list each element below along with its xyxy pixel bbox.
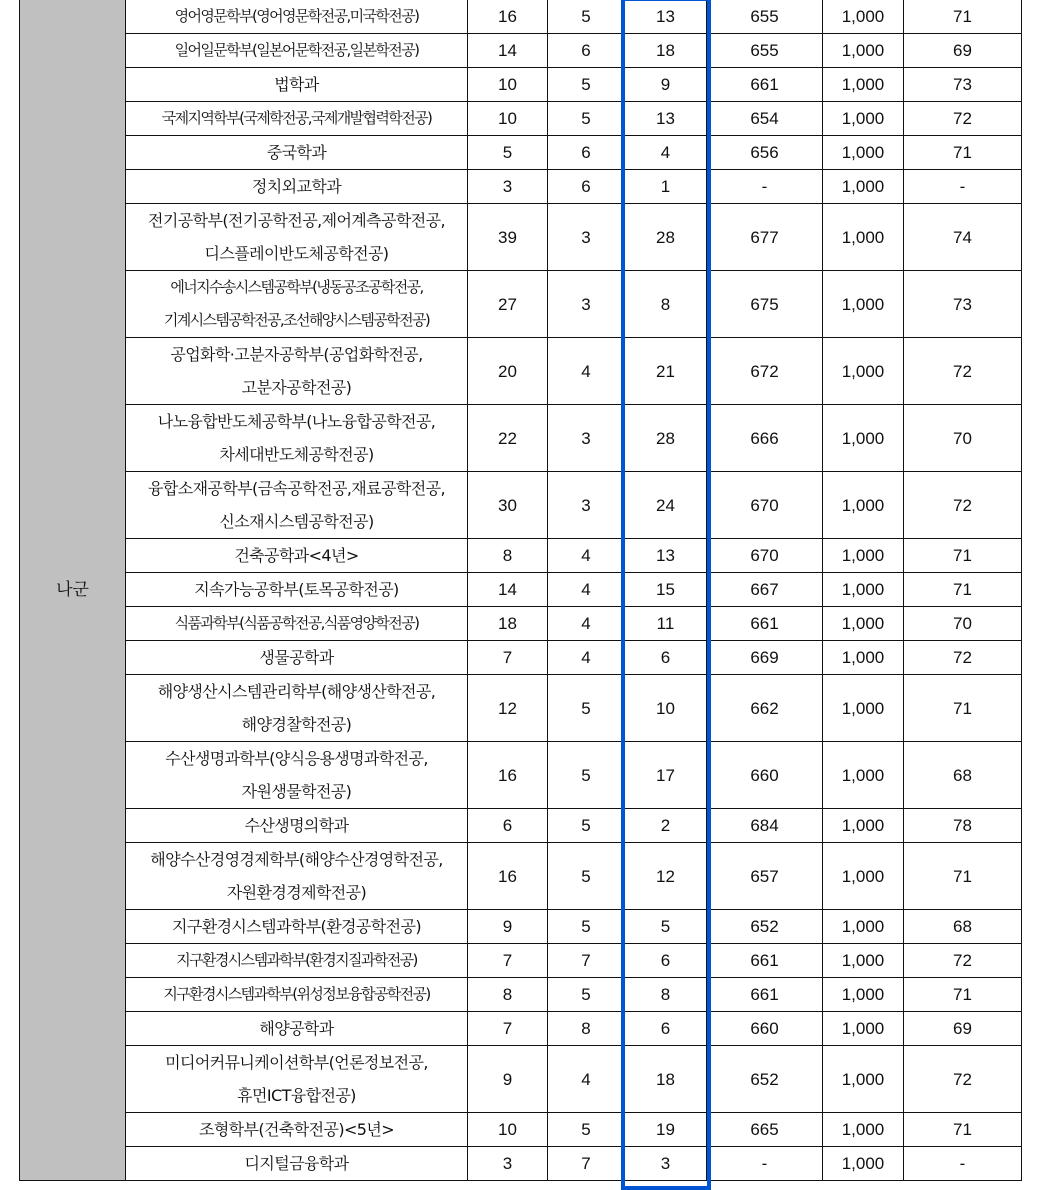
competition-cell: 7 <box>548 1147 625 1181</box>
table-row <box>20 338 1022 405</box>
department-name-cell: 정치외교학과 <box>126 170 468 204</box>
department-name-cell: 법학과 <box>126 68 468 102</box>
department-name-cell: 지구환경시스템과학부(환경지질과학전공) <box>126 944 468 978</box>
quota-cell: 5 <box>468 136 548 170</box>
average-score-cell: 669 <box>707 641 823 675</box>
department-name-cell: 건축공학과<4년> <box>126 539 468 573</box>
max-score-cell: 1,000 <box>823 1012 904 1046</box>
table-row <box>20 34 1022 68</box>
department-name-cell: 미디어커뮤니케이션학부(언론정보전공,휴먼ICT융합전공) <box>126 1046 468 1113</box>
highlighted-value-cell: 13 <box>625 102 707 136</box>
highlighted-value-cell: 12 <box>625 843 707 910</box>
department-name-cell: 조형학부(건축학전공)<5년> <box>126 1113 468 1147</box>
average-score-cell: 684 <box>707 809 823 843</box>
competition-cell: 3 <box>548 472 625 539</box>
percentile-cell: 71 <box>904 978 1022 1012</box>
average-score-cell: 672 <box>707 338 823 405</box>
highlighted-value-cell: 15 <box>625 573 707 607</box>
max-score-cell: 1,000 <box>823 607 904 641</box>
table-body <box>20 0 1022 1181</box>
quota-cell: 9 <box>468 910 548 944</box>
department-name-cell: 공업화학·고분자공학부(공업화학전공,고분자공학전공) <box>126 338 468 405</box>
table-row <box>20 607 1022 641</box>
max-score-cell: 1,000 <box>823 34 904 68</box>
quota-cell: 3 <box>468 170 548 204</box>
quota-cell: 16 <box>468 742 548 809</box>
average-score-cell: 675 <box>707 271 823 338</box>
highlighted-value-cell: 10 <box>625 675 707 742</box>
average-score-cell: 661 <box>707 978 823 1012</box>
competition-cell: 6 <box>548 34 625 68</box>
quota-cell: 8 <box>468 978 548 1012</box>
quota-cell: 7 <box>468 641 548 675</box>
highlighted-value-cell: 13 <box>625 0 707 34</box>
highlighted-value-cell: 3 <box>625 1147 707 1181</box>
department-name-cell: 해양공학과 <box>126 1012 468 1046</box>
highlighted-value-cell: 24 <box>625 472 707 539</box>
table-row <box>20 978 1022 1012</box>
highlighted-value-cell: 13 <box>625 539 707 573</box>
department-name-cell: 에너지수송시스템공학부(냉동공조공학전공,기계시스템공학전공,조선해양시스템공학전공) <box>126 271 468 338</box>
competition-cell: 4 <box>548 1046 625 1113</box>
quota-cell: 7 <box>468 944 548 978</box>
quota-cell: 18 <box>468 607 548 641</box>
percentile-cell: 71 <box>904 675 1022 742</box>
quota-cell: 7 <box>468 1012 548 1046</box>
table-row <box>20 910 1022 944</box>
average-score-cell: 661 <box>707 944 823 978</box>
percentile-cell: 68 <box>904 910 1022 944</box>
table-row <box>20 1046 1022 1113</box>
highlighted-value-cell: 6 <box>625 944 707 978</box>
max-score-cell: 1,000 <box>823 170 904 204</box>
competition-cell: 5 <box>548 675 625 742</box>
average-score-cell: 660 <box>707 1012 823 1046</box>
department-name-cell: 중국학과 <box>126 136 468 170</box>
table-row <box>20 170 1022 204</box>
competition-cell: 3 <box>548 405 625 472</box>
average-score-cell: 652 <box>707 1046 823 1113</box>
table-row <box>20 1147 1022 1181</box>
percentile-cell: 72 <box>904 338 1022 405</box>
table-row <box>20 539 1022 573</box>
average-score-cell: 662 <box>707 675 823 742</box>
quota-cell: 10 <box>468 102 548 136</box>
department-name-cell: 해양생산시스템관리학부(해양생산학전공,해양경찰학전공) <box>126 675 468 742</box>
average-score-cell: 657 <box>707 843 823 910</box>
percentile-cell: 71 <box>904 573 1022 607</box>
average-score-cell: 670 <box>707 539 823 573</box>
highlighted-value-cell: 9 <box>625 68 707 102</box>
max-score-cell: 1,000 <box>823 910 904 944</box>
table-row <box>20 675 1022 742</box>
max-score-cell: 1,000 <box>823 472 904 539</box>
department-name-cell: 전기공학부(전기공학전공,제어계측공학전공,디스플레이반도체공학전공) <box>126 204 468 271</box>
table-row <box>20 1113 1022 1147</box>
competition-cell: 5 <box>548 809 625 843</box>
average-score-cell: 661 <box>707 607 823 641</box>
quota-cell: 9 <box>468 1046 548 1113</box>
max-score-cell: 1,000 <box>823 271 904 338</box>
competition-cell: 7 <box>548 944 625 978</box>
max-score-cell: 1,000 <box>823 1113 904 1147</box>
department-name-cell: 해양수산경영경제학부(해양수산경영학전공,자원환경경제학전공) <box>126 843 468 910</box>
table-row <box>20 472 1022 539</box>
quota-cell: 27 <box>468 271 548 338</box>
highlighted-value-cell: 2 <box>625 809 707 843</box>
table-row <box>20 405 1022 472</box>
average-score-cell: 667 <box>707 573 823 607</box>
table-row <box>20 102 1022 136</box>
department-name-cell: 나노융합반도체공학부(나노융합공학전공,차세대반도체공학전공) <box>126 405 468 472</box>
table-row <box>20 944 1022 978</box>
competition-cell: 6 <box>548 136 625 170</box>
max-score-cell: 1,000 <box>823 843 904 910</box>
highlighted-value-cell: 28 <box>625 405 707 472</box>
max-score-cell: 1,000 <box>823 944 904 978</box>
percentile-cell: 72 <box>904 472 1022 539</box>
quota-cell: 20 <box>468 338 548 405</box>
highlighted-value-cell: 6 <box>625 641 707 675</box>
percentile-cell: 70 <box>904 405 1022 472</box>
department-name-cell: 국제지역학부(국제학전공,국제개발협력학전공) <box>126 102 468 136</box>
percentile-cell: 71 <box>904 136 1022 170</box>
highlighted-value-cell: 17 <box>625 742 707 809</box>
average-score-cell: 656 <box>707 136 823 170</box>
competition-cell: 8 <box>548 1012 625 1046</box>
max-score-cell: 1,000 <box>823 204 904 271</box>
department-name-cell: 식품과학부(식품공학전공,식품영양학전공) <box>126 607 468 641</box>
highlighted-value-cell: 5 <box>625 910 707 944</box>
competition-cell: 5 <box>548 1113 625 1147</box>
competition-cell: 4 <box>548 573 625 607</box>
competition-cell: 4 <box>548 338 625 405</box>
admissions-results-table <box>19 0 1022 1181</box>
department-name-cell: 일어일문학부(일본어문학전공,일본학전공) <box>126 34 468 68</box>
quota-cell: 39 <box>468 204 548 271</box>
quota-cell: 14 <box>468 573 548 607</box>
max-score-cell: 1,000 <box>823 742 904 809</box>
percentile-cell: 73 <box>904 271 1022 338</box>
percentile-cell: 68 <box>904 742 1022 809</box>
percentile-cell: 71 <box>904 1113 1022 1147</box>
table-row <box>20 1012 1022 1046</box>
department-name-cell: 지속가능공학부(토목공학전공) <box>126 573 468 607</box>
highlighted-value-cell: 8 <box>625 978 707 1012</box>
average-score-cell: 652 <box>707 910 823 944</box>
highlighted-value-cell: 1 <box>625 170 707 204</box>
highlighted-value-cell: 4 <box>625 136 707 170</box>
percentile-cell: 72 <box>904 1046 1022 1113</box>
department-name-cell: 지구환경시스템과학부(환경공학전공) <box>126 910 468 944</box>
quota-cell: 6 <box>468 809 548 843</box>
quota-cell: 10 <box>468 68 548 102</box>
average-score-cell: 670 <box>707 472 823 539</box>
highlighted-value-cell: 19 <box>625 1113 707 1147</box>
highlighted-value-cell: 6 <box>625 1012 707 1046</box>
quota-cell: 30 <box>468 472 548 539</box>
table-container <box>19 0 1022 1181</box>
average-score-cell: 655 <box>707 34 823 68</box>
max-score-cell: 1,000 <box>823 573 904 607</box>
competition-cell: 5 <box>548 843 625 910</box>
table-row <box>20 641 1022 675</box>
department-name-cell: 지구환경시스템과학부(위성정보융합공학전공) <box>126 978 468 1012</box>
max-score-cell: 1,000 <box>823 68 904 102</box>
percentile-cell: 69 <box>904 34 1022 68</box>
percentile-cell: 72 <box>904 641 1022 675</box>
department-name-cell: 디지털금융학과 <box>126 1147 468 1181</box>
competition-cell: 5 <box>548 742 625 809</box>
average-score-cell: - <box>707 1147 823 1181</box>
percentile-cell: 72 <box>904 944 1022 978</box>
highlighted-value-cell: 18 <box>625 1046 707 1113</box>
average-score-cell: 655 <box>707 0 823 34</box>
max-score-cell: 1,000 <box>823 0 904 34</box>
quota-cell: 3 <box>468 1147 548 1181</box>
table-row <box>20 136 1022 170</box>
table-row <box>20 809 1022 843</box>
department-name-cell: 융합소재공학부(금속공학전공,재료공학전공,신소재시스템공학전공) <box>126 472 468 539</box>
percentile-cell: 71 <box>904 539 1022 573</box>
max-score-cell: 1,000 <box>823 1147 904 1181</box>
department-name-cell: 영어영문학부(영어영문학전공,미국학전공) <box>126 0 468 34</box>
average-score-cell: - <box>707 170 823 204</box>
competition-cell: 3 <box>548 204 625 271</box>
max-score-cell: 1,000 <box>823 136 904 170</box>
table-row <box>20 204 1022 271</box>
competition-cell: 4 <box>548 641 625 675</box>
max-score-cell: 1,000 <box>823 809 904 843</box>
max-score-cell: 1,000 <box>823 405 904 472</box>
average-score-cell: 665 <box>707 1113 823 1147</box>
max-score-cell: 1,000 <box>823 675 904 742</box>
percentile-cell: - <box>904 1147 1022 1181</box>
max-score-cell: 1,000 <box>823 1046 904 1113</box>
highlighted-value-cell: 11 <box>625 607 707 641</box>
average-score-cell: 654 <box>707 102 823 136</box>
percentile-cell: 71 <box>904 0 1022 34</box>
competition-cell: 4 <box>548 539 625 573</box>
competition-cell: 5 <box>548 68 625 102</box>
percentile-cell: 74 <box>904 204 1022 271</box>
percentile-cell: 69 <box>904 1012 1022 1046</box>
quota-cell: 16 <box>468 0 548 34</box>
competition-cell: 5 <box>548 978 625 1012</box>
percentile-cell: 70 <box>904 607 1022 641</box>
percentile-cell: 78 <box>904 809 1022 843</box>
table-row <box>20 68 1022 102</box>
quota-cell: 10 <box>468 1113 548 1147</box>
quota-cell: 12 <box>468 675 548 742</box>
max-score-cell: 1,000 <box>823 338 904 405</box>
highlighted-value-cell: 21 <box>625 338 707 405</box>
highlighted-value-cell: 28 <box>625 204 707 271</box>
competition-cell: 4 <box>548 607 625 641</box>
department-name-cell: 수산생명과학부(양식응용생명과학전공,자원생물학전공) <box>126 742 468 809</box>
percentile-cell: 73 <box>904 68 1022 102</box>
max-score-cell: 1,000 <box>823 539 904 573</box>
table-row <box>20 573 1022 607</box>
average-score-cell: 666 <box>707 405 823 472</box>
table-row <box>20 271 1022 338</box>
average-score-cell: 660 <box>707 742 823 809</box>
average-score-cell: 661 <box>707 68 823 102</box>
department-name-cell: 수산생명의학과 <box>126 809 468 843</box>
percentile-cell: 71 <box>904 843 1022 910</box>
table-row <box>20 742 1022 809</box>
table-row <box>20 843 1022 910</box>
group-label-cell: 나군 <box>20 0 126 1181</box>
competition-cell: 3 <box>548 271 625 338</box>
competition-cell: 6 <box>548 170 625 204</box>
quota-cell: 16 <box>468 843 548 910</box>
competition-cell: 5 <box>548 910 625 944</box>
max-score-cell: 1,000 <box>823 102 904 136</box>
average-score-cell: 677 <box>707 204 823 271</box>
highlighted-value-cell: 18 <box>625 34 707 68</box>
competition-cell: 5 <box>548 102 625 136</box>
max-score-cell: 1,000 <box>823 978 904 1012</box>
table-row <box>20 0 1022 34</box>
quota-cell: 14 <box>468 34 548 68</box>
highlighted-value-cell: 8 <box>625 271 707 338</box>
quota-cell: 8 <box>468 539 548 573</box>
percentile-cell: - <box>904 170 1022 204</box>
max-score-cell: 1,000 <box>823 641 904 675</box>
percentile-cell: 72 <box>904 102 1022 136</box>
quota-cell: 22 <box>468 405 548 472</box>
department-name-cell: 생물공학과 <box>126 641 468 675</box>
competition-cell: 5 <box>548 0 625 34</box>
